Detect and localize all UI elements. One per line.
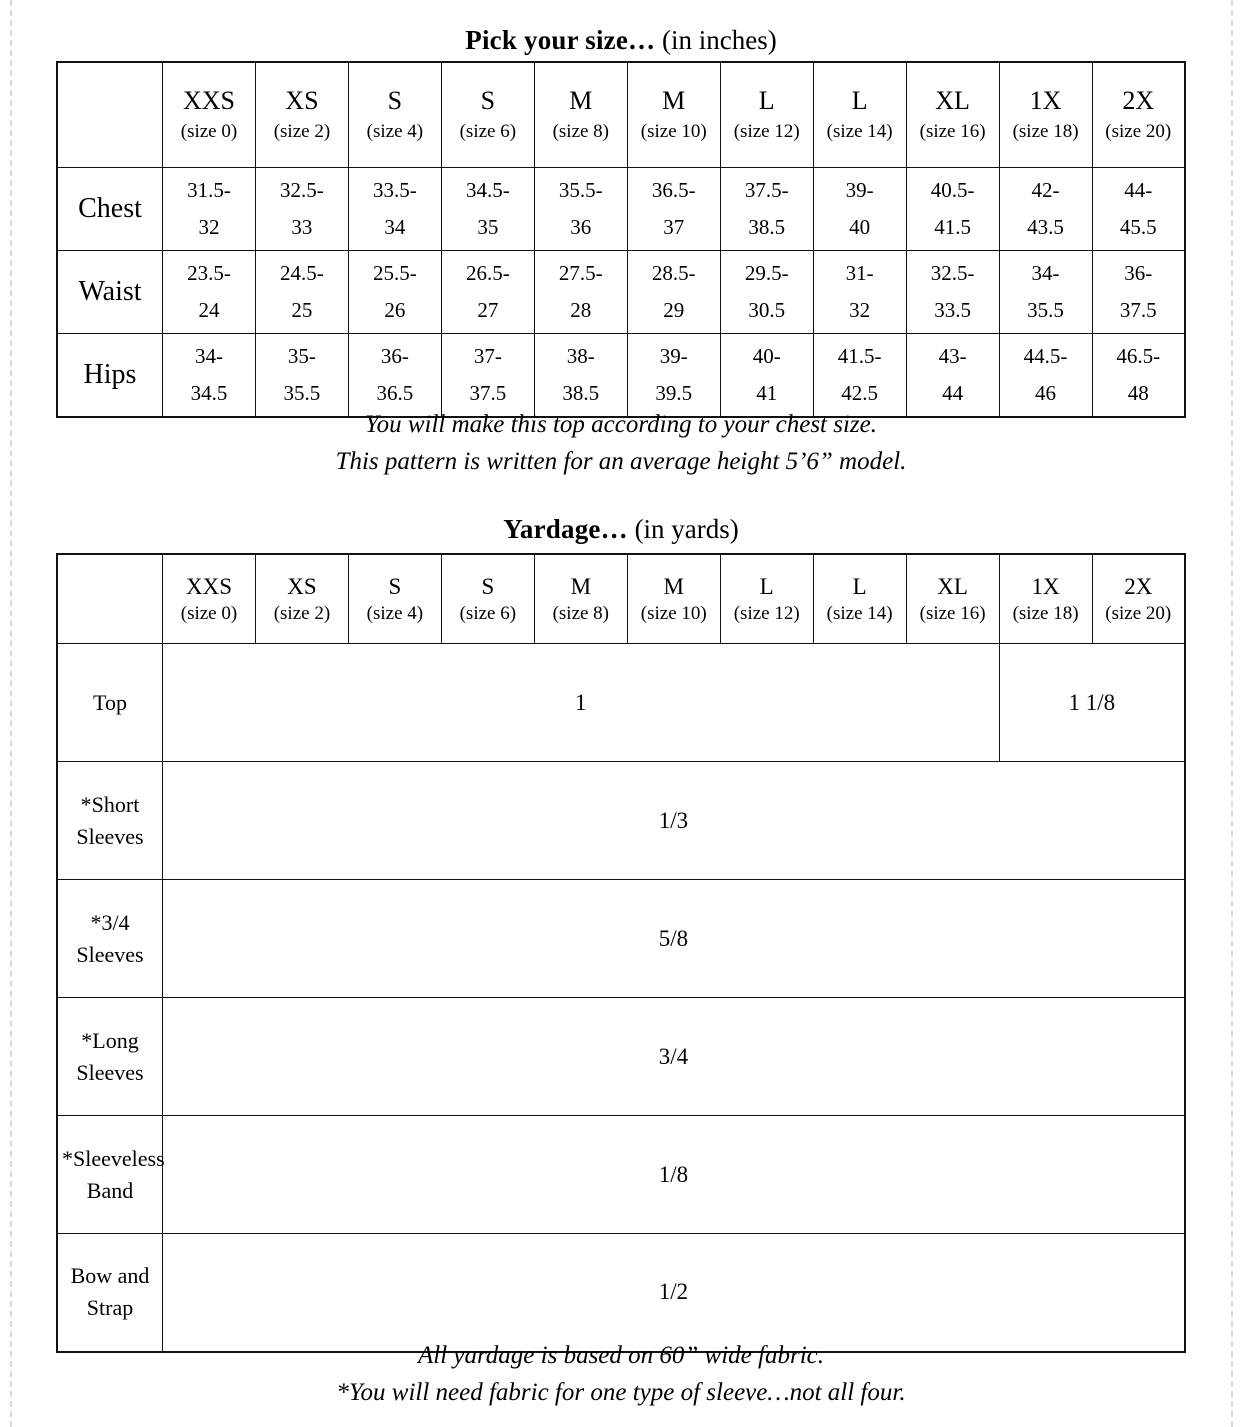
measurement-range-start: 32.5- bbox=[280, 178, 324, 203]
size-column-header bbox=[1092, 62, 1185, 168]
size-column-header bbox=[163, 62, 256, 168]
measurement-range-start: 36- bbox=[1124, 261, 1153, 286]
measurement-range-start: 31- bbox=[845, 261, 874, 286]
measurement-range-end: 46 bbox=[1035, 381, 1057, 405]
size-number: (size 4) bbox=[366, 121, 424, 143]
size-chart-table bbox=[56, 61, 1186, 418]
size-abbreviation: M bbox=[663, 573, 684, 599]
measurement-cell bbox=[627, 168, 720, 251]
size-number: (size 0) bbox=[180, 602, 238, 624]
size-header-row bbox=[57, 62, 1185, 168]
yardage-row-label-line-2: Sleeves bbox=[76, 1059, 144, 1085]
size-column-header bbox=[999, 62, 1092, 168]
size-column-header bbox=[348, 62, 441, 168]
measurement-range-end: 25 bbox=[291, 298, 313, 322]
measurement-range-end: 30.5 bbox=[748, 298, 786, 322]
size-number: (size 8) bbox=[552, 602, 610, 624]
measurement-range-end: 42.5 bbox=[841, 381, 879, 405]
measurement-range-start: 28.5- bbox=[651, 261, 696, 286]
yardage-row-label-line-1: *3/4 bbox=[90, 909, 130, 935]
measurement-range-start: 39- bbox=[659, 344, 688, 369]
size-abbreviation: 1X bbox=[1029, 86, 1062, 116]
size-number: (size 2) bbox=[273, 602, 331, 624]
measurement-cell bbox=[348, 168, 441, 251]
measurement-range-end: 33.5 bbox=[934, 298, 971, 322]
size-notes bbox=[0, 406, 1242, 480]
size-abbreviation: XS bbox=[285, 86, 319, 116]
measurement-cell bbox=[255, 334, 348, 418]
size-number: (size 20) bbox=[1105, 602, 1172, 624]
measurement-cell bbox=[906, 251, 999, 334]
measurement-range-end: 48 bbox=[1127, 381, 1149, 405]
size-abbreviation: S bbox=[388, 573, 402, 599]
measurement-range-start: 42- bbox=[1031, 178, 1060, 203]
yardage-row bbox=[57, 1234, 1185, 1352]
yardage-column-header bbox=[534, 554, 627, 644]
yardage-row-label-line-2: Strap bbox=[86, 1295, 134, 1321]
measurement-cell bbox=[627, 334, 720, 418]
measurement-range-start: 27.5- bbox=[558, 261, 603, 286]
measurement-cell bbox=[720, 334, 813, 418]
measurement-range-end: 35.5 bbox=[1027, 298, 1064, 322]
yardage-row-label-line-1: *Short bbox=[80, 791, 140, 817]
measurement-range-start: 39- bbox=[845, 178, 874, 203]
yardage-column-header bbox=[163, 554, 256, 644]
size-table-corner-cell bbox=[57, 62, 163, 168]
size-number: (size 10) bbox=[640, 121, 707, 143]
measurement-cell bbox=[813, 251, 906, 334]
measurement-cell bbox=[906, 168, 999, 251]
size-abbreviation: M bbox=[569, 86, 593, 116]
yardage-notes bbox=[0, 1337, 1242, 1411]
size-abbreviation: XL bbox=[937, 573, 968, 599]
size-number: (size 18) bbox=[1012, 602, 1079, 624]
size-abbreviation: 1X bbox=[1031, 573, 1060, 599]
yardage-row-label bbox=[57, 644, 163, 762]
size-column-header bbox=[906, 62, 999, 168]
measurement-cell bbox=[999, 251, 1092, 334]
measurement-range-end: 39.5 bbox=[655, 381, 693, 405]
yardage-row-label-line-1: *Long bbox=[81, 1027, 139, 1053]
size-abbreviation: XS bbox=[287, 573, 317, 599]
yardage-note-2: *You will need fabric for one type of sleeve…not all four. bbox=[336, 1379, 906, 1406]
yardage-table-corner-cell bbox=[57, 554, 163, 644]
measurement-cell bbox=[720, 251, 813, 334]
measurement-range-start: 29.5- bbox=[744, 261, 789, 286]
measurement-cell bbox=[163, 334, 256, 418]
measurement-cell bbox=[813, 168, 906, 251]
measurement-range-start: 33.5- bbox=[373, 178, 417, 203]
measurement-range-start: 44- bbox=[1124, 178, 1153, 203]
measurement-cell bbox=[1092, 251, 1185, 334]
measurement-cell bbox=[255, 168, 348, 251]
measurement-cell bbox=[441, 168, 534, 251]
measurement-cell bbox=[813, 334, 906, 418]
size-number: (size 8) bbox=[552, 121, 610, 143]
size-abbreviation: S bbox=[387, 86, 403, 116]
yardage-value-cell: 5/8 bbox=[163, 880, 1186, 998]
yardage-row-label-line-2: Sleeves bbox=[76, 941, 144, 967]
yardage-column-header bbox=[627, 554, 720, 644]
measurement-range-start: 34.5- bbox=[465, 178, 510, 203]
size-column-header bbox=[441, 62, 534, 168]
measurement-row-label: Hips bbox=[57, 334, 163, 418]
measurement-range-start: 36.5- bbox=[651, 178, 696, 203]
yardage-row-label-line-1: Top bbox=[93, 689, 127, 715]
measurement-range-start: 38- bbox=[566, 344, 595, 369]
size-number: (size 12) bbox=[733, 121, 800, 143]
yardage-value-cell: 3/4 bbox=[163, 998, 1186, 1116]
yardage-title-strong: Yardage… bbox=[503, 514, 628, 544]
size-title-plain: (in inches) bbox=[655, 25, 777, 55]
measurement-range-start: 35.5- bbox=[558, 178, 603, 203]
yardage-row bbox=[57, 644, 1185, 762]
size-number: (size 14) bbox=[826, 121, 893, 143]
yardage-value-cell: 1/8 bbox=[163, 1116, 1186, 1234]
size-number: (size 0) bbox=[180, 121, 238, 143]
yardage-value-cell: 1/3 bbox=[163, 762, 1186, 880]
measurement-range-end: 29 bbox=[663, 298, 685, 322]
measurement-cell bbox=[441, 334, 534, 418]
size-abbreviation: XXS bbox=[182, 86, 235, 116]
size-abbreviation: L bbox=[851, 86, 868, 116]
size-abbreviation: L bbox=[759, 573, 774, 599]
measurement-range-start: 34- bbox=[194, 344, 223, 369]
measurement-cell bbox=[534, 334, 627, 418]
measurement-range-end: 37.5 bbox=[469, 381, 507, 405]
measurement-cell bbox=[999, 334, 1092, 418]
size-abbreviation: L bbox=[852, 573, 867, 599]
measurement-range-end: 26 bbox=[384, 298, 406, 322]
measurement-cell bbox=[1092, 334, 1185, 418]
measurement-cell bbox=[1092, 168, 1185, 251]
size-abbreviation: S bbox=[481, 573, 495, 599]
measurement-cell bbox=[999, 168, 1092, 251]
measurement-range-start: 37- bbox=[473, 344, 502, 369]
measurement-cell bbox=[163, 168, 256, 251]
measurement-range-end: 43.5 bbox=[1027, 215, 1064, 239]
size-abbreviation: L bbox=[758, 86, 775, 116]
measurement-cell bbox=[441, 251, 534, 334]
measurement-range-end: 34 bbox=[384, 215, 406, 239]
yardage-column-header bbox=[906, 554, 999, 644]
measurement-range-start: 34- bbox=[1031, 261, 1060, 286]
size-abbreviation: XL bbox=[935, 86, 970, 116]
size-number: (size 14) bbox=[826, 602, 893, 624]
measurement-range-end: 37.5 bbox=[1119, 298, 1157, 322]
size-number: (size 10) bbox=[640, 602, 707, 624]
yardage-column-header bbox=[813, 554, 906, 644]
size-column-header bbox=[627, 62, 720, 168]
left-page-guide-line bbox=[10, 0, 12, 1427]
size-abbreviation: XXS bbox=[185, 573, 232, 599]
yardage-row-label bbox=[57, 1116, 163, 1234]
yardage-column-header bbox=[441, 554, 534, 644]
measurement-range-end: 33 bbox=[291, 215, 313, 239]
measurement-range-end: 44 bbox=[942, 381, 964, 405]
measurement-range-start: 43- bbox=[938, 344, 967, 369]
size-column-header bbox=[255, 62, 348, 168]
measurement-range-end: 36.5 bbox=[376, 381, 414, 405]
measurement-range-end: 35.5 bbox=[283, 381, 321, 405]
yardage-header-row bbox=[57, 554, 1185, 644]
measurement-range-end: 37 bbox=[663, 215, 685, 239]
measurement-range-end: 36 bbox=[570, 215, 592, 239]
yardage-chart-table bbox=[56, 553, 1186, 1353]
yardage-row-label-line-1: Bow and bbox=[70, 1263, 150, 1289]
measurement-range-end: 38.5 bbox=[748, 215, 786, 239]
size-column-header bbox=[813, 62, 906, 168]
size-abbreviation: M bbox=[570, 573, 592, 599]
yardage-title-plain: (in yards) bbox=[627, 514, 739, 544]
size-number: (size 16) bbox=[919, 602, 986, 624]
measurement-range-end: 34.5 bbox=[190, 381, 228, 405]
measurement-range-end: 27 bbox=[477, 298, 499, 322]
measurement-range-end: 45.5 bbox=[1119, 215, 1157, 239]
measurement-cell bbox=[534, 168, 627, 251]
measurement-range-start: 46.5- bbox=[1116, 344, 1161, 369]
yardage-row bbox=[57, 1116, 1185, 1234]
measurement-range-end: 41 bbox=[756, 381, 778, 405]
yardage-column-header bbox=[348, 554, 441, 644]
size-abbreviation: 2X bbox=[1122, 86, 1155, 116]
measurement-row bbox=[57, 251, 1185, 334]
yardage-value-cell: 1/2 bbox=[163, 1234, 1186, 1352]
measurement-range-end: 24 bbox=[198, 298, 220, 322]
measurement-range-end: 41.5 bbox=[934, 215, 971, 239]
yardage-value-cell: 1 1/8 bbox=[999, 644, 1185, 762]
yardage-column-header bbox=[720, 554, 813, 644]
size-number: (size 2) bbox=[273, 121, 331, 143]
size-number: (size 6) bbox=[459, 121, 517, 143]
measurement-range-start: 36- bbox=[380, 344, 409, 369]
measurement-cell bbox=[627, 251, 720, 334]
size-note-1: You will make this top according to your chest size. bbox=[364, 411, 877, 438]
measurement-range-start: 35- bbox=[287, 344, 316, 369]
size-abbreviation: M bbox=[662, 86, 686, 116]
measurement-cell bbox=[534, 251, 627, 334]
size-section-title bbox=[0, 27, 1242, 54]
size-number: (size 16) bbox=[919, 121, 986, 143]
yardage-row bbox=[57, 880, 1185, 998]
yardage-column-header bbox=[999, 554, 1092, 644]
measurement-cell bbox=[348, 251, 441, 334]
measurement-range-end: 38.5 bbox=[562, 381, 600, 405]
size-number: (size 18) bbox=[1012, 121, 1079, 143]
size-column-header bbox=[720, 62, 813, 168]
measurement-range-start: 31.5- bbox=[187, 178, 231, 203]
measurement-range-start: 24.5- bbox=[280, 261, 324, 286]
measurement-range-end: 32 bbox=[198, 215, 220, 239]
measurement-range-start: 40- bbox=[752, 344, 781, 369]
measurement-row-label: Chest bbox=[57, 168, 163, 251]
size-title-strong: Pick your size… bbox=[465, 25, 656, 55]
measurement-range-start: 41.5- bbox=[837, 344, 882, 369]
measurement-cell bbox=[906, 334, 999, 418]
yardage-row-label-line-1: *Sleeveless bbox=[62, 1145, 165, 1171]
measurement-cell bbox=[720, 168, 813, 251]
measurement-cell bbox=[163, 251, 256, 334]
size-number: (size 6) bbox=[459, 602, 517, 624]
yardage-row bbox=[57, 998, 1185, 1116]
yardage-row bbox=[57, 762, 1185, 880]
size-column-header bbox=[534, 62, 627, 168]
measurement-range-end: 32 bbox=[849, 298, 871, 322]
yardage-column-header bbox=[255, 554, 348, 644]
measurement-row bbox=[57, 168, 1185, 251]
yardage-value-cell: 1 bbox=[163, 644, 1000, 762]
measurement-range-start: 44.5- bbox=[1023, 344, 1068, 369]
measurement-row bbox=[57, 334, 1185, 418]
measurement-range-start: 37.5- bbox=[744, 178, 789, 203]
measurement-range-start: 23.5- bbox=[187, 261, 231, 286]
right-page-guide-line bbox=[1231, 0, 1233, 1427]
yardage-row-label-line-2: Band bbox=[86, 1177, 134, 1203]
measurement-range-end: 28 bbox=[570, 298, 592, 322]
yardage-column-header bbox=[1092, 554, 1185, 644]
measurement-range-start: 26.5- bbox=[465, 261, 510, 286]
measurement-range-start: 40.5- bbox=[930, 178, 975, 203]
yardage-row-label bbox=[57, 1234, 163, 1352]
yardage-row-label-line-2: Sleeves bbox=[76, 823, 144, 849]
size-number: (size 20) bbox=[1105, 121, 1172, 143]
size-abbreviation: S bbox=[480, 86, 496, 116]
yardage-note-1: All yardage is based on 60” wide fabric. bbox=[418, 1342, 824, 1369]
size-abbreviation: 2X bbox=[1124, 573, 1153, 599]
size-note-2: This pattern is written for an average height 5’6” model. bbox=[335, 448, 907, 475]
size-number: (size 4) bbox=[366, 602, 424, 624]
measurement-row-label: Waist bbox=[57, 251, 163, 334]
measurement-cell bbox=[348, 334, 441, 418]
yardage-row-label bbox=[57, 998, 163, 1116]
measurement-cell bbox=[255, 251, 348, 334]
measurement-range-end: 35 bbox=[477, 215, 499, 239]
size-number: (size 12) bbox=[733, 602, 800, 624]
yardage-section-title bbox=[0, 516, 1242, 543]
measurement-range-end: 40 bbox=[849, 215, 871, 239]
yardage-row-label bbox=[57, 762, 163, 880]
measurement-range-start: 25.5- bbox=[373, 261, 417, 286]
yardage-row-label bbox=[57, 880, 163, 998]
measurement-range-start: 32.5- bbox=[930, 261, 975, 286]
